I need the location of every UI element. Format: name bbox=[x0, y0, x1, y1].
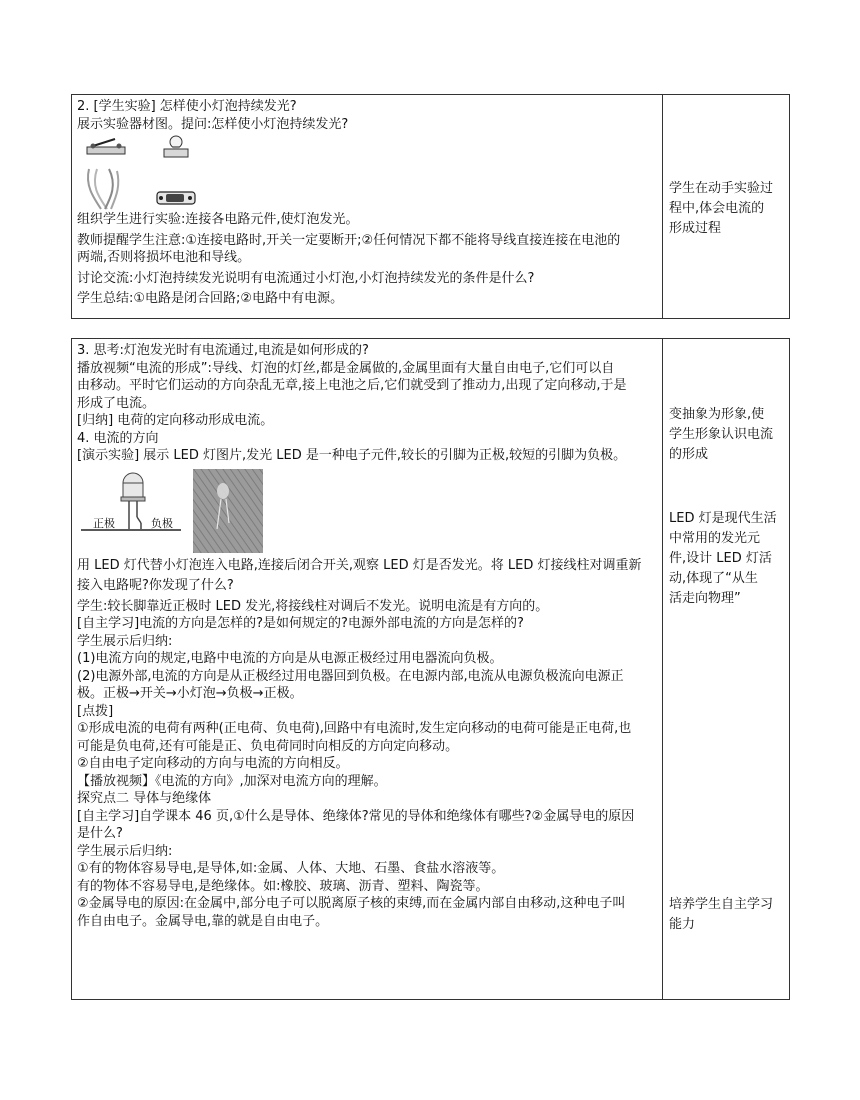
text-line: 3. 思考:灯泡发光时有电流通过,电流是如何形成的? bbox=[77, 343, 369, 358]
design-intent-cell bbox=[663, 95, 789, 318]
side-note: 培养学生自主学习 能力 bbox=[669, 897, 774, 932]
text-line: 组织学生进行实验:连接各电路元件,使灯泡发光。 bbox=[77, 212, 359, 227]
text-line: 4. 电流的方向 bbox=[77, 430, 159, 446]
switch-image bbox=[85, 135, 127, 157]
text-line: [自主学习]电流的方向是怎样的?是如何规定的?电源外部电流的方向是怎样的? bbox=[77, 616, 524, 631]
positive-label: 正极 bbox=[93, 516, 115, 530]
text-line: ①有的物体容易导电,是导体,如:金属、人体、大地、石墨、食盐水溶液等。 bbox=[77, 861, 505, 876]
text-line: 展示实验器材图。提问:怎样使小灯泡持续发光? bbox=[77, 116, 349, 132]
bulb-image bbox=[161, 133, 191, 159]
text-line: 探究点二 导体与绝缘体 bbox=[77, 791, 212, 806]
text-line: (1)电流方向的规定,电路中电流的方向是从电源正极经过用电器流向负极。 bbox=[77, 651, 503, 666]
text-line: 可能是负电荷,还有可能是正、负电荷同时向相反的方向定向移动。 bbox=[77, 738, 459, 754]
text-line: 学生展示后归纳: bbox=[77, 633, 173, 649]
side-note: 变抽象为形象,使 学生形象认识电流 的形成 bbox=[669, 407, 774, 462]
text-line: 接入电路呢?你发现了什么? bbox=[77, 578, 234, 593]
text-line: ①形成电流的电荷有两种(正电荷、负电荷),回路中有电流时,发生定向移动的电荷可能是正电荷,也 bbox=[77, 721, 632, 736]
text-line: 学生展示后归纳: bbox=[77, 843, 173, 859]
led-images bbox=[77, 469, 657, 557]
text-line: 作自由电子。金属导电,靠的就是自由电子。 bbox=[77, 913, 329, 929]
text-line: 用 LED 灯代替小灯泡连入电路,连接后闭合开关,观察 LED 灯是否发光。将 LED 灯接线柱对调重新 bbox=[77, 557, 642, 573]
text-line: [点拨] bbox=[77, 703, 114, 719]
teaching-content-cell bbox=[72, 339, 663, 999]
design-intent-cell bbox=[663, 339, 789, 999]
text-line: 讨论交流:小灯泡持续发光说明有电流通过小灯泡,小灯泡持续发光的条件是什么? bbox=[77, 270, 535, 286]
text-line: 教师提醒学生注意:①连接电路时,开关一定要断开;②任何情况下都不能将导线直接连接在电池的 bbox=[77, 232, 621, 248]
text-line: 是什么? bbox=[77, 826, 123, 841]
text-line: 由移动。平时它们运动的方向杂乱无章,接上电池之后,它们就受到了推动力,出现了定向移动,于是 bbox=[77, 378, 627, 393]
wires-image bbox=[83, 167, 123, 211]
text-line: [演示实验] 展示 LED 灯图片,发光 LED 是一种电子元件,较长的引脚为正极,较短的引脚为负极。 bbox=[77, 448, 627, 463]
text-line: (2)电源外部,电流的方向是从正极经过用电器回到负极。在电源内部,电流从电源负极流向电源正 bbox=[77, 668, 624, 684]
lesson-table-experiment bbox=[71, 94, 790, 319]
text-line: 学生总结:①电路是闭合回路;②电路中有电源。 bbox=[77, 291, 344, 306]
led-photo bbox=[193, 469, 263, 553]
text-line: 两端,否则将损坏电池和导线。 bbox=[77, 250, 251, 265]
lesson-table-current bbox=[71, 338, 790, 1000]
text-line: 形成了电流。 bbox=[77, 395, 156, 411]
text-line: ②金属导电的原因:在金属中,部分电子可以脱离原子核的束缚,而在金属内部自由移动,这种电子叫 bbox=[77, 896, 626, 911]
equipment-images bbox=[77, 133, 657, 211]
text-line: 【播放视频】《电流的方向》,加深对电流方向的理解。 bbox=[77, 773, 387, 789]
text-line: [自主学习]自学课本 46 页,①什么是导体、绝缘体?常见的导体和绝缘体有哪些?②金属导电的原因 bbox=[77, 808, 635, 824]
negative-label: 负极 bbox=[151, 516, 173, 530]
battery-image bbox=[155, 189, 197, 207]
teaching-content-cell bbox=[72, 95, 663, 318]
text-line: 极。正极→开关→小灯泡→负极→正极。 bbox=[77, 686, 303, 701]
text-line: 2. [学生实验] 怎样使小灯泡持续发光? bbox=[77, 99, 297, 114]
text-line: ②自由电子定向移动的方向与电流的方向相反。 bbox=[77, 756, 349, 771]
side-note: 学生在动手实验过 程中,体会电流的 形成过程 bbox=[669, 181, 774, 236]
text-line: 播放视频“电流的形成”:导线、灯泡的灯丝,都是金属做的,金属里面有大量自由电子,它们可以自 bbox=[77, 360, 615, 376]
side-note: LED 灯是现代生活 中常用的发光元 件,设计 LED 灯活 动,体现了“从生 活走向物理” bbox=[669, 511, 777, 606]
text-line: [归纳] 电荷的定向移动形成电流。 bbox=[77, 413, 274, 428]
text-line: 学生:较长脚靠近正极时 LED 发光,将接线柱对调后不发光。说明电流是有方向的。 bbox=[77, 598, 549, 614]
text-line: 有的物体不容易导电,是绝缘体。如:橡胶、玻璃、沥青、塑料、陶瓷等。 bbox=[77, 878, 489, 894]
